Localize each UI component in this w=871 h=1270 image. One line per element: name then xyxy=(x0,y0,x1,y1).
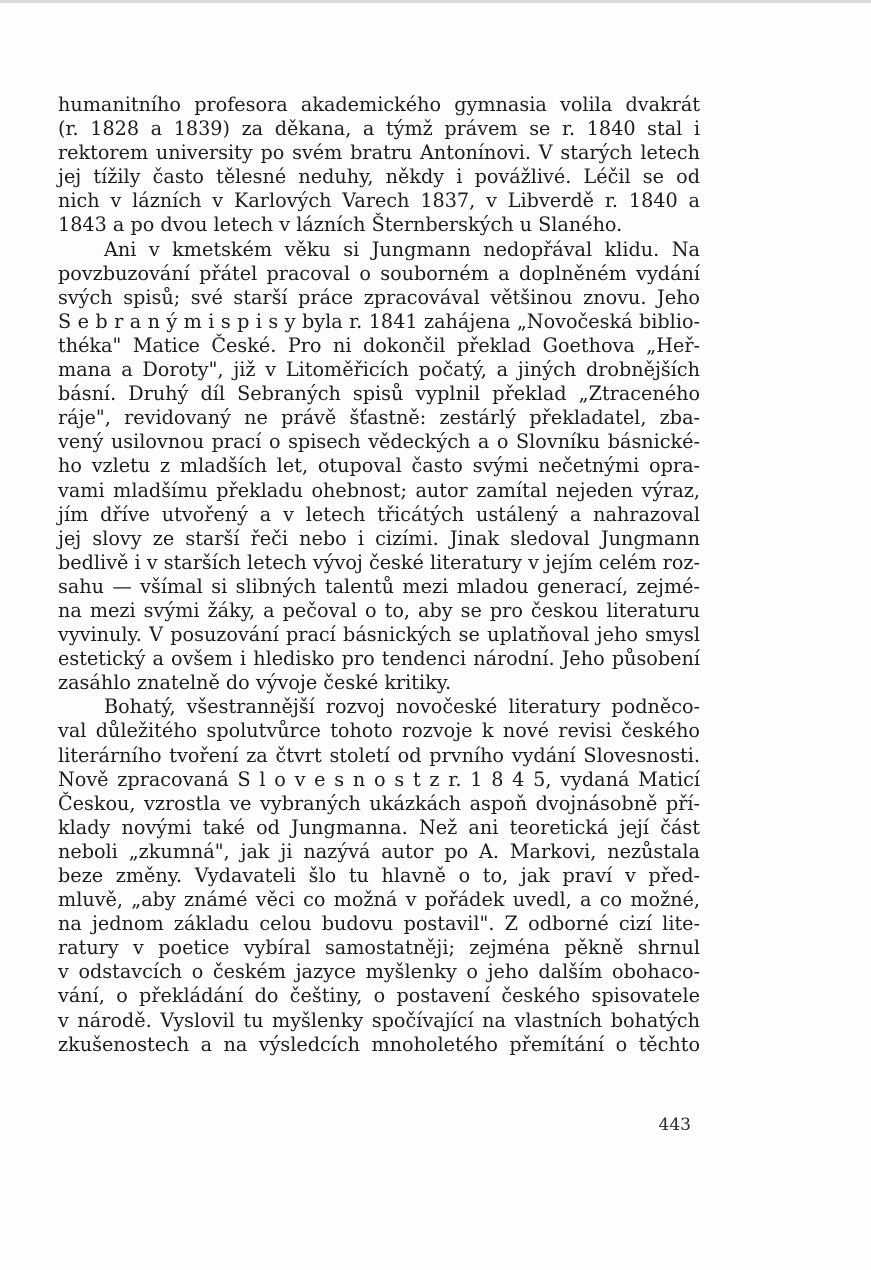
text-line: Nově zpracovaná S l o v e s n o s t z r. 1 8 4 5, vydaná Maticí xyxy=(58,767,700,791)
text-line: vyvinuly. V posuzování prací básnických se uplatňoval jeho smysl xyxy=(58,623,700,647)
text-line: rektorem university po svém bratru Antonínovi. V starých letech xyxy=(58,141,700,165)
text-line: na mezi svými žáky, a pečoval o to, aby se pro českou literaturu xyxy=(58,598,700,622)
text-line: literárního tvoření za čtvrt století od prvního vydání Slovesnosti. xyxy=(58,743,700,767)
text-line: povzbuzování přátel pracoval o souborném a doplněném vydání xyxy=(58,261,700,285)
text-line: S e b r a n ý m i s p i s y byla r. 1841 zahájena „Novočeská biblio- xyxy=(58,309,700,333)
text-line: Bohatý, všestrannější rozvoj novočeské literatury podněco- xyxy=(104,695,700,719)
text-line: humanitního profesora akademického gymnasia volila dvakrát xyxy=(58,93,700,116)
text-line: 1843 a po dvou letech v lázních Šternberských u Slaného. xyxy=(58,213,623,237)
text-line: v národě. Vyslovil tu myšlenky spočívající na vlastních bohatých xyxy=(58,1008,700,1032)
text-line: nich v lázních v Karlových Varech 1837, v Libverdě r. 1840 a xyxy=(58,189,700,213)
text-line: ráje", revidovaný ne právě šťastně: zestárlý překladatel, zba- xyxy=(58,406,700,430)
text-line: zasáhlo znatelně do vývoje české kritiky. xyxy=(58,671,452,695)
text-line: mana a Doroty", již v Litoměřicích počatý, a jiných drobnějších xyxy=(58,358,700,382)
page-top-edge xyxy=(0,0,871,3)
text-line: vami mladšímu překladu ohebnost; autor zamítal nejeden výraz, xyxy=(58,478,700,502)
text-line: estetický a ovšem i hledisko pro tendenci národní. Jeho působení xyxy=(58,647,700,671)
body-text xyxy=(58,93,700,1057)
text-line: vený usilovnou prací o spisech vědeckých a o Slovníku básnické- xyxy=(58,430,700,454)
text-line: svých spisů; své starší práce zpracovával většinou znovu. Jeho xyxy=(58,285,700,309)
page-number: 443 xyxy=(658,1115,691,1135)
text-line: mluvě, „aby známé věci co možná v pořádek uvedl, a co možné, xyxy=(58,888,700,912)
text-line: na jednom základu celou budovu postavil". Z odborné cizí lite- xyxy=(58,912,700,936)
text-line: vání, o překládání do češtiny, o postavení českého spisovatele xyxy=(58,984,700,1008)
text-line: (r. 1828 a 1839) za děkana, a týmž právem se r. 1840 stal i xyxy=(58,117,700,141)
text-line: ho vzletu z mladších let, otupoval často svými nečetnými opra- xyxy=(58,454,700,478)
text-line: jím dříve utvořený a v letech třicátých ustálený a nahrazoval xyxy=(58,502,700,526)
text-line: v odstavcích o českém jazyce myšlenky o jeho dalším obohaco- xyxy=(58,960,700,984)
text-line: beze změny. Vydavateli šlo tu hlavně o to, jak praví v před- xyxy=(58,864,700,887)
text-line: ratury v poetice vybíral samostatněji; zejména pěkně shrnul xyxy=(58,936,700,960)
text-line: básní. Druhý díl Sebraných spisů vyplnil překlad „Ztraceného xyxy=(58,382,700,406)
text-line: jej slovy ze starší řeči nebo i cizími. Jinak sledoval Jungmann xyxy=(58,526,700,550)
text-line: klady novými také od Jungmanna. Než ani teoretická její část xyxy=(58,815,700,839)
text-line: théka" Matice České. Pro ni dokončil překlad Goethova „Heř- xyxy=(58,333,700,357)
text-line: Ani v kmetském věku si Jungmann nedopřával klidu. Na xyxy=(104,237,700,261)
text-line: zkušenostech a na výsledcích mnoholetého přemítání o těchto xyxy=(58,1032,700,1056)
text-line: jej tížily často tělesné neduhy, někdy i povážlivé. Léčil se od xyxy=(58,165,700,189)
text-line: bedlivě i v starších letech vývoj české literatury v jejím celém roz- xyxy=(58,550,700,574)
text-line: neboli „zkumná", jak ji nazývá autor po A. Markovi, nezůstala xyxy=(58,839,700,863)
text-line: sahu — všímal si slibných talentů mezi mladou generací, zejmé- xyxy=(58,574,700,598)
text-line: val důležitého spolutvůrce tohoto rozvoje k nové revisi českého xyxy=(58,719,700,743)
text-line: Českou, vzrostla ve vybraných ukázkách aspoň dvojnásobně pří- xyxy=(58,791,700,815)
